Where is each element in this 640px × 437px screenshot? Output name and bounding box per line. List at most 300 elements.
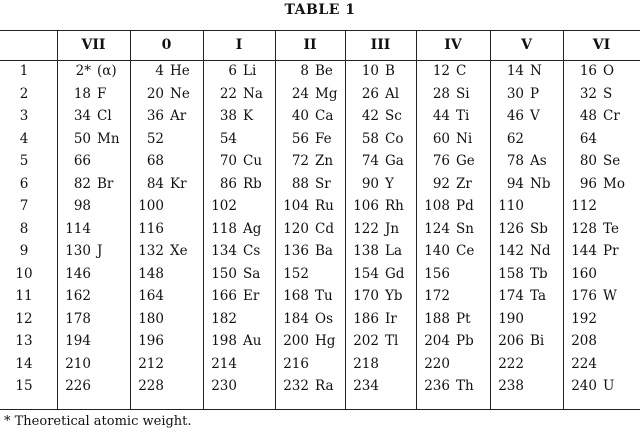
element-symbol: Gd: [385, 265, 405, 282]
atomic-weight: 138: [353, 243, 379, 259]
table-cell: [281, 63, 333, 79]
atomic-weight: 14: [506, 63, 524, 79]
column-divider: [203, 30, 204, 409]
atomic-weight: 46: [506, 108, 524, 124]
atomic-weight: 192: [571, 310, 597, 327]
table-cell: [63, 333, 97, 349]
element-symbol: (α): [97, 63, 117, 79]
row-number: 11: [15, 288, 33, 304]
table-cell: [209, 131, 243, 147]
element-symbol: Nd: [530, 243, 551, 259]
element-symbol: Sb: [530, 220, 548, 237]
atomic-weight: 44: [432, 108, 450, 124]
atomic-weight: 240: [571, 378, 597, 394]
column-header: I: [235, 37, 243, 53]
table-cell: [569, 243, 619, 259]
atomic-weight: 198: [211, 333, 237, 349]
bottom-rule: [0, 409, 640, 410]
element-symbol: Cs: [243, 243, 261, 259]
table-cell: [496, 198, 530, 214]
table-cell: [496, 378, 530, 394]
element-symbol: J: [97, 243, 103, 259]
atomic-weight: 22: [219, 85, 237, 102]
row-number: 15: [15, 378, 33, 394]
atomic-weight: 134: [211, 243, 237, 259]
table-cell: [281, 131, 332, 147]
table-cell: [63, 176, 113, 192]
atomic-weight: 24: [291, 85, 309, 102]
atomic-weight: 86: [219, 175, 237, 192]
table-cell: [63, 221, 97, 237]
table-cell: [496, 221, 548, 237]
element-symbol: Zn: [315, 153, 334, 169]
table-cell: [209, 243, 260, 259]
atomic-weight: 212: [138, 355, 164, 372]
element-symbol: Mn: [97, 130, 120, 147]
atomic-weight: 52: [146, 130, 164, 147]
row-number: 3: [19, 108, 29, 124]
table-cell: [496, 311, 530, 327]
element-symbol: Ne: [170, 85, 190, 102]
table-cell: [569, 153, 620, 169]
atomic-weight: 188: [424, 310, 450, 327]
table-cell: [569, 198, 603, 214]
element-symbol: U: [603, 378, 615, 394]
atomic-weight: 114: [65, 220, 91, 237]
atomic-weight: 18: [73, 85, 91, 102]
atomic-weight: 158: [498, 265, 524, 282]
column-header: VII: [81, 37, 106, 53]
table-cell: [136, 108, 186, 124]
table-cell: [136, 153, 170, 169]
atomic-weight: 228: [138, 378, 164, 394]
atomic-weight: 234: [353, 378, 379, 394]
table-cell: [422, 131, 472, 147]
row-number: 8: [19, 220, 29, 237]
table-cell: [281, 108, 333, 124]
row-number: 9: [19, 243, 29, 259]
row-number: 5: [19, 153, 29, 169]
element-symbol: Pr: [603, 243, 619, 259]
element-symbol: Au: [243, 333, 262, 349]
atomic-weight: 230: [211, 378, 237, 394]
atomic-weight: 78: [506, 153, 524, 169]
table-cell: [496, 176, 550, 192]
atomic-weight: 110: [498, 198, 524, 214]
row-number: 2: [19, 85, 29, 102]
table-cell: [569, 108, 620, 124]
element-symbol: As: [530, 153, 547, 169]
atomic-weight: 94: [506, 175, 524, 192]
atomic-weight: 142: [498, 243, 524, 259]
element-symbol: Be: [315, 63, 333, 79]
element-symbol: Sc: [385, 108, 402, 124]
atomic-weight: 16: [579, 63, 597, 79]
atomic-weight: 224: [571, 355, 597, 372]
element-symbol: Ga: [385, 153, 404, 169]
atomic-weight: 112: [571, 198, 597, 214]
atomic-weight: 174: [498, 288, 524, 304]
element-symbol: Jn: [385, 220, 400, 237]
table-cell: [496, 243, 550, 259]
table-cell: [422, 108, 469, 124]
atomic-weight: 164: [138, 288, 164, 304]
table-cell: [496, 333, 544, 349]
atomic-weight: 196: [138, 333, 164, 349]
table-cell: [496, 86, 539, 102]
atomic-weight: 88: [291, 175, 309, 192]
atomic-weight: 28: [432, 85, 450, 102]
atomic-weight: 4: [155, 63, 164, 79]
row-number: 6: [19, 175, 29, 192]
element-symbol: Sr: [315, 175, 331, 192]
table-cell: [496, 108, 540, 124]
atomic-weight: 76: [432, 153, 450, 169]
table-cell: [209, 378, 243, 394]
element-symbol: Al: [385, 85, 400, 102]
element-symbol: Kr: [170, 175, 187, 192]
table-cell: [569, 356, 603, 372]
element-symbol: Te: [603, 220, 619, 237]
table-cell: [281, 243, 333, 259]
atomic-weight: 214: [211, 355, 237, 372]
table-cell: [569, 63, 614, 79]
atomic-weight: 10: [361, 63, 379, 79]
table-cell: [63, 198, 97, 214]
atomic-weight: 34: [73, 108, 91, 124]
atomic-weight: 8: [300, 63, 309, 79]
table-cell: [569, 266, 603, 282]
atomic-weight-table: [0, 30, 640, 409]
atomic-weight: 136: [283, 243, 309, 259]
atomic-weight: 20: [146, 85, 164, 102]
atomic-weight: 184: [283, 310, 309, 327]
table-cell: [569, 333, 603, 349]
atomic-weight: 226: [65, 378, 91, 394]
element-symbol: K: [243, 108, 254, 124]
atomic-weight: 106: [353, 198, 379, 214]
table-cell: [63, 311, 97, 327]
element-symbol: Cd: [315, 220, 334, 237]
atomic-weight: 60: [432, 130, 450, 147]
table-cell: [136, 356, 170, 372]
atomic-weight: 98: [73, 198, 91, 214]
table-cell: [136, 176, 187, 192]
row-number: 10: [15, 265, 33, 282]
column-divider: [130, 30, 131, 409]
column-divider: [345, 30, 346, 409]
table-cell: [136, 221, 170, 237]
element-symbol: La: [385, 243, 403, 259]
table-cell: [496, 153, 547, 169]
element-symbol: Mg: [315, 85, 338, 102]
element-symbol: C: [456, 63, 467, 79]
table-cell: [63, 266, 97, 282]
atomic-weight: 218: [353, 355, 379, 372]
atomic-weight: 194: [65, 333, 91, 349]
column-header: III: [370, 37, 391, 53]
atomic-weight: 210: [65, 355, 91, 372]
atomic-weight: 232: [283, 378, 309, 394]
table-cell: [281, 288, 333, 304]
atomic-weight: 116: [138, 220, 164, 237]
table-cell: [569, 221, 619, 237]
table-title: TABLE 1: [284, 2, 356, 18]
atomic-weight: 54: [219, 130, 237, 147]
table-cell: [351, 198, 404, 214]
element-symbol: Na: [243, 85, 263, 102]
atomic-weight: 176: [571, 288, 597, 304]
table-cell: [351, 176, 394, 192]
column-header: IV: [444, 37, 462, 53]
element-symbol: Tu: [315, 288, 333, 304]
column-header: 0: [161, 37, 172, 53]
atomic-weight: 144: [571, 243, 597, 259]
element-symbol: Rh: [385, 198, 404, 214]
atomic-weight: 182: [211, 310, 237, 327]
table-cell: [422, 311, 471, 327]
atomic-weight: 40: [291, 108, 309, 124]
element-symbol: Tl: [385, 333, 399, 349]
table-cell: [351, 131, 403, 147]
column-header: V: [521, 37, 532, 53]
element-symbol: Ca: [315, 108, 334, 124]
atomic-weight: 156: [424, 265, 450, 282]
table-cell: [209, 176, 262, 192]
atomic-weight: 36: [146, 108, 164, 124]
table-cell: [422, 153, 475, 169]
table-cell: [63, 108, 112, 124]
atomic-weight: 170: [353, 288, 379, 304]
table-cell: [422, 356, 456, 372]
atomic-weight: 178: [65, 310, 91, 327]
table-cell: [281, 153, 333, 169]
row-number: 1: [19, 63, 29, 79]
atomic-weight: 202: [353, 333, 379, 349]
column-divider: [416, 30, 417, 409]
atomic-weight: 130: [65, 243, 91, 259]
atomic-weight: 172: [424, 288, 450, 304]
element-symbol: Y: [385, 175, 394, 192]
atomic-weight: 38: [219, 108, 237, 124]
table-cell: [209, 108, 253, 124]
element-symbol: Nb: [530, 175, 551, 192]
atomic-weight: 162: [65, 288, 91, 304]
atomic-weight: 92: [432, 175, 450, 192]
table-cell: [63, 243, 102, 259]
table-cell: [422, 333, 474, 349]
table-cell: [351, 378, 385, 394]
atomic-weight: 132: [138, 243, 164, 259]
element-symbol: Fe: [315, 130, 332, 147]
table-cell: [209, 266, 260, 282]
table-cell: [351, 108, 402, 124]
element-symbol: Mo: [603, 175, 625, 192]
element-symbol: Pd: [456, 198, 474, 214]
atomic-weight: 208: [571, 333, 597, 349]
atomic-weight: 48: [579, 108, 597, 124]
atomic-weight: 32: [579, 85, 597, 102]
atomic-weight: 166: [211, 288, 237, 304]
row-number: 12: [15, 310, 33, 327]
atomic-weight: 2*: [75, 63, 91, 79]
table-cell: [496, 266, 548, 282]
table-cell: [281, 266, 315, 282]
table-cell: [351, 333, 398, 349]
atomic-weight: 154: [353, 265, 379, 282]
element-symbol: Cu: [243, 153, 263, 169]
column-divider: [490, 30, 491, 409]
element-symbol: Tb: [530, 265, 548, 282]
table-cell: [209, 86, 263, 102]
element-symbol: Ni: [456, 130, 473, 147]
atomic-weight: 42: [361, 108, 379, 124]
element-symbol: Yb: [385, 288, 403, 304]
atomic-weight: 216: [283, 355, 309, 372]
atomic-weight: 68: [146, 153, 164, 169]
element-symbol: N: [530, 63, 542, 79]
atomic-weight: 124: [424, 220, 450, 237]
element-symbol: Bi: [530, 333, 545, 349]
element-symbol: Ti: [456, 108, 470, 124]
table-cell: [422, 198, 474, 214]
column-header: II: [303, 37, 317, 53]
atomic-weight: 64: [579, 130, 597, 147]
table-cell: [422, 221, 474, 237]
element-symbol: Zr: [456, 175, 472, 192]
table-cell: [63, 86, 106, 102]
element-symbol: Sn: [456, 220, 474, 237]
atomic-weight: 72: [291, 153, 309, 169]
table-cell: [63, 63, 117, 79]
table-cell: [136, 288, 170, 304]
atomic-weight: 128: [571, 220, 597, 237]
element-symbol: Ag: [243, 220, 262, 237]
element-symbol: B: [385, 63, 395, 79]
atomic-weight: 222: [498, 355, 524, 372]
table-cell: [136, 131, 170, 147]
table-cell: [209, 311, 243, 327]
atomic-weight: 118: [211, 220, 237, 237]
element-symbol: Pb: [456, 333, 474, 349]
table-cell: [496, 288, 546, 304]
row-number: 4: [19, 130, 29, 147]
table-cell: [63, 378, 97, 394]
atomic-weight: 146: [65, 265, 91, 282]
element-symbol: Cl: [97, 108, 112, 124]
table-cell: [351, 221, 399, 237]
table-cell: [351, 311, 397, 327]
element-symbol: Sa: [243, 265, 261, 282]
element-symbol: V: [530, 108, 540, 124]
atomic-weight: 120: [283, 220, 309, 237]
atomic-weight: 82: [73, 175, 91, 192]
footnote: * Theoretical atomic weight.: [4, 414, 192, 429]
table-cell: [351, 86, 399, 102]
atomic-weight: 108: [424, 198, 450, 214]
table-cell: [136, 198, 170, 214]
table-cell: [351, 243, 402, 259]
table-cell: [209, 63, 256, 79]
atomic-weight: 140: [424, 243, 450, 259]
atomic-weight: 90: [361, 175, 379, 192]
atomic-weight: 100: [138, 198, 164, 214]
table-cell: [136, 311, 170, 327]
table-cell: [422, 176, 472, 192]
atomic-weight: 58: [361, 130, 379, 147]
atomic-weight: 238: [498, 378, 524, 394]
table-cell: [569, 86, 612, 102]
element-symbol: He: [170, 63, 190, 79]
atomic-weight: 6: [228, 63, 237, 79]
table-cell: [351, 356, 385, 372]
table-cell: [136, 86, 190, 102]
row-number: 14: [15, 355, 33, 372]
atomic-weight: 168: [283, 288, 309, 304]
table-cell: [496, 356, 530, 372]
atomic-weight: 148: [138, 265, 164, 282]
element-symbol: O: [603, 63, 615, 79]
element-symbol: Ta: [530, 288, 547, 304]
table-cell: [63, 153, 97, 169]
table-cell: [569, 288, 617, 304]
atomic-weight: 50: [73, 130, 91, 147]
table-cell: [281, 311, 333, 327]
element-symbol: F: [97, 85, 107, 102]
atomic-weight: 74: [361, 153, 379, 169]
table-cell: [136, 333, 170, 349]
atomic-weight: 180: [138, 310, 164, 327]
table-cell: [422, 266, 456, 282]
column-header: VI: [592, 37, 611, 53]
element-symbol: Br: [97, 175, 114, 192]
element-symbol: Hg: [315, 333, 336, 349]
table-cell: [136, 266, 170, 282]
atomic-weight: 122: [353, 220, 379, 237]
table-cell: [351, 266, 404, 282]
atomic-weight: 220: [424, 355, 450, 372]
element-symbol: Os: [315, 310, 333, 327]
table-cell: [351, 63, 395, 79]
table-cell: [281, 221, 334, 237]
column-divider: [275, 30, 276, 409]
table-cell: [569, 176, 625, 192]
table-cell: [136, 63, 190, 79]
table-cell: [569, 311, 603, 327]
table-cell: [496, 131, 530, 147]
atomic-weight: 150: [211, 265, 237, 282]
atomic-weight: 200: [283, 333, 309, 349]
atomic-weight: 70: [219, 153, 237, 169]
element-symbol: Se: [603, 153, 621, 169]
table-cell: [209, 356, 243, 372]
element-symbol: Ra: [315, 378, 334, 394]
element-symbol: Rb: [243, 175, 262, 192]
element-symbol: P: [530, 85, 540, 102]
atomic-weight: 102: [211, 198, 237, 214]
atomic-weight: 80: [579, 153, 597, 169]
table-cell: [209, 198, 243, 214]
element-symbol: Ir: [385, 310, 397, 327]
atomic-weight: 236: [424, 378, 450, 394]
atomic-weight: 104: [283, 198, 309, 214]
element-symbol: Ce: [456, 243, 475, 259]
atomic-weight: 96: [579, 175, 597, 192]
atomic-weight: 152: [283, 265, 309, 282]
element-symbol: Pt: [456, 310, 471, 327]
column-divider: [563, 30, 564, 409]
header-rule: [0, 60, 640, 61]
